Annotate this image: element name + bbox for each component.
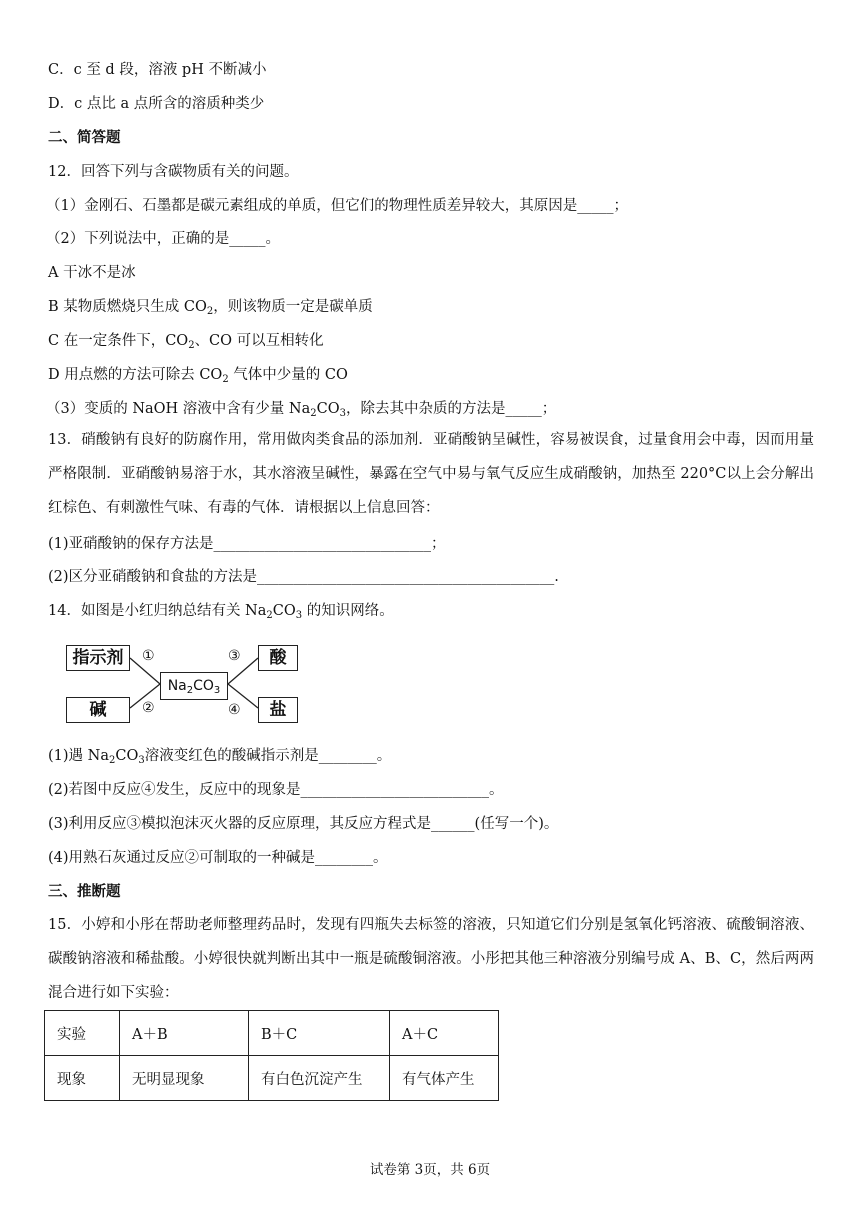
q14-stem: 14．如图是小红归纳总结有关 $Na_2CO_3$ 的知识网络。 bbox=[48, 603, 394, 621]
q12-stem: 12．回答下列与含碳物质有关的问题。 bbox=[48, 164, 299, 180]
q12-option-c: C 在一定条件下，$CO_2$、CO 可以互相转化 bbox=[48, 333, 324, 351]
table-cell: 现象 bbox=[45, 1056, 120, 1101]
q15-stem: 15．小婷和小彤在帮助老师整理药品时，发现有四瓶失去标签的溶液，只知道它们分别是氢氧化钙溶液、硫酸铜溶液、碳酸钠溶液和稀盐酸。小婷很快就判断出其中一瓶是硫酸铜溶液。小彤把其他三种溶液分别编号成 A、B、C，然后两两混合进行如下实验： bbox=[48, 917, 814, 1001]
diagram-label-3: ③ bbox=[228, 648, 241, 664]
diagram-box-na2co3: $Na_2CO_3$ bbox=[160, 672, 228, 700]
section-heading-2: 二、简答题 bbox=[48, 129, 121, 146]
diagram-box-salt: 盐 bbox=[258, 697, 298, 723]
table-cell: 无明显现象 bbox=[120, 1056, 249, 1101]
q13-part-2: (2)区分亚硝酸钠和食盐的方法是_________________________________________. bbox=[48, 569, 559, 585]
diagram-box-indicator: 指示剂 bbox=[66, 645, 130, 671]
page-footer: 试卷第 3页，共 6页 bbox=[369, 1162, 491, 1178]
q12-option-b: B 某物质燃烧只生成 $CO_2$，则该物质一定是碳单质 bbox=[48, 299, 373, 317]
q12-option-a: A 干冰不是冰 bbox=[48, 265, 136, 281]
table-row bbox=[45, 1056, 499, 1101]
table-row bbox=[45, 1011, 499, 1056]
na2co3-knowledge-diagram bbox=[64, 640, 304, 724]
q12-option-d: D 用点燃的方法可除去 $CO_2$ 气体中少量的 CO bbox=[48, 367, 348, 385]
q14-part-1: (1)遇 $Na_2CO_3$溶液变红色的酸碱指示剂是________。 bbox=[48, 748, 392, 766]
q11-option-c: C．c 至 d 段，溶液 pH 不断减小 bbox=[48, 62, 267, 78]
table-cell: A＋B bbox=[120, 1011, 249, 1056]
q13-stem: 13．硝酸钠有良好的防腐作用，常用做肉类食品的添加剂．亚硝酸钠呈碱性，容易被误食，过量食用会中毒，因而用量严格限制．亚硝酸钠易溶于水，其水溶液呈碱性，暴露在空气中易与氧气反应生成硝酸钠，加热至 220°C以上会分解出红棕色、有刺激性气味、有毒的气体．请根据以上信息回答： bbox=[48, 432, 814, 516]
table-cell: 实验 bbox=[45, 1011, 120, 1056]
diagram-label-4: ④ bbox=[228, 702, 241, 718]
diagram-label-2: ② bbox=[142, 700, 155, 716]
q12-part-3: （3）变质的 NaOH 溶液中含有少量 $Na_2CO_3$，除去其中杂质的方法是_____； bbox=[46, 401, 557, 419]
q12-part-1: （1）金刚石、石墨都是碳元素组成的单质，但它们的物理性质差异较大，其原因是_____； bbox=[46, 198, 628, 214]
diagram-box-base: 碱 bbox=[66, 697, 130, 723]
q11-option-d: D．c 点比 a 点所含的溶质种类少 bbox=[48, 96, 265, 112]
q15-experiment-table bbox=[44, 1010, 499, 1101]
q13-part-1: (1)亚硝酸钠的保存方法是______________________________； bbox=[48, 536, 446, 552]
table-cell: 有气体产生 bbox=[390, 1056, 499, 1101]
table-cell: A＋C bbox=[390, 1011, 499, 1056]
table-cell: 有白色沉淀产生 bbox=[249, 1056, 390, 1101]
q12-part-2: （2）下列说法中，正确的是_____。 bbox=[46, 231, 280, 247]
q14-part-3: (3)利用反应③模拟泡沫灭火器的反应原理，其反应方程式是______(任写一个)。 bbox=[48, 816, 559, 832]
diagram-label-1: ① bbox=[142, 648, 155, 664]
table-cell: B＋C bbox=[249, 1011, 390, 1056]
section-heading-3: 三、推断题 bbox=[48, 883, 121, 900]
q14-part-2: (2)若图中反应④发生，反应中的现象是__________________________。 bbox=[48, 782, 504, 798]
diagram-box-acid: 酸 bbox=[258, 645, 298, 671]
q14-part-4: (4)用熟石灰通过反应②可制取的一种碱是________。 bbox=[48, 850, 388, 866]
